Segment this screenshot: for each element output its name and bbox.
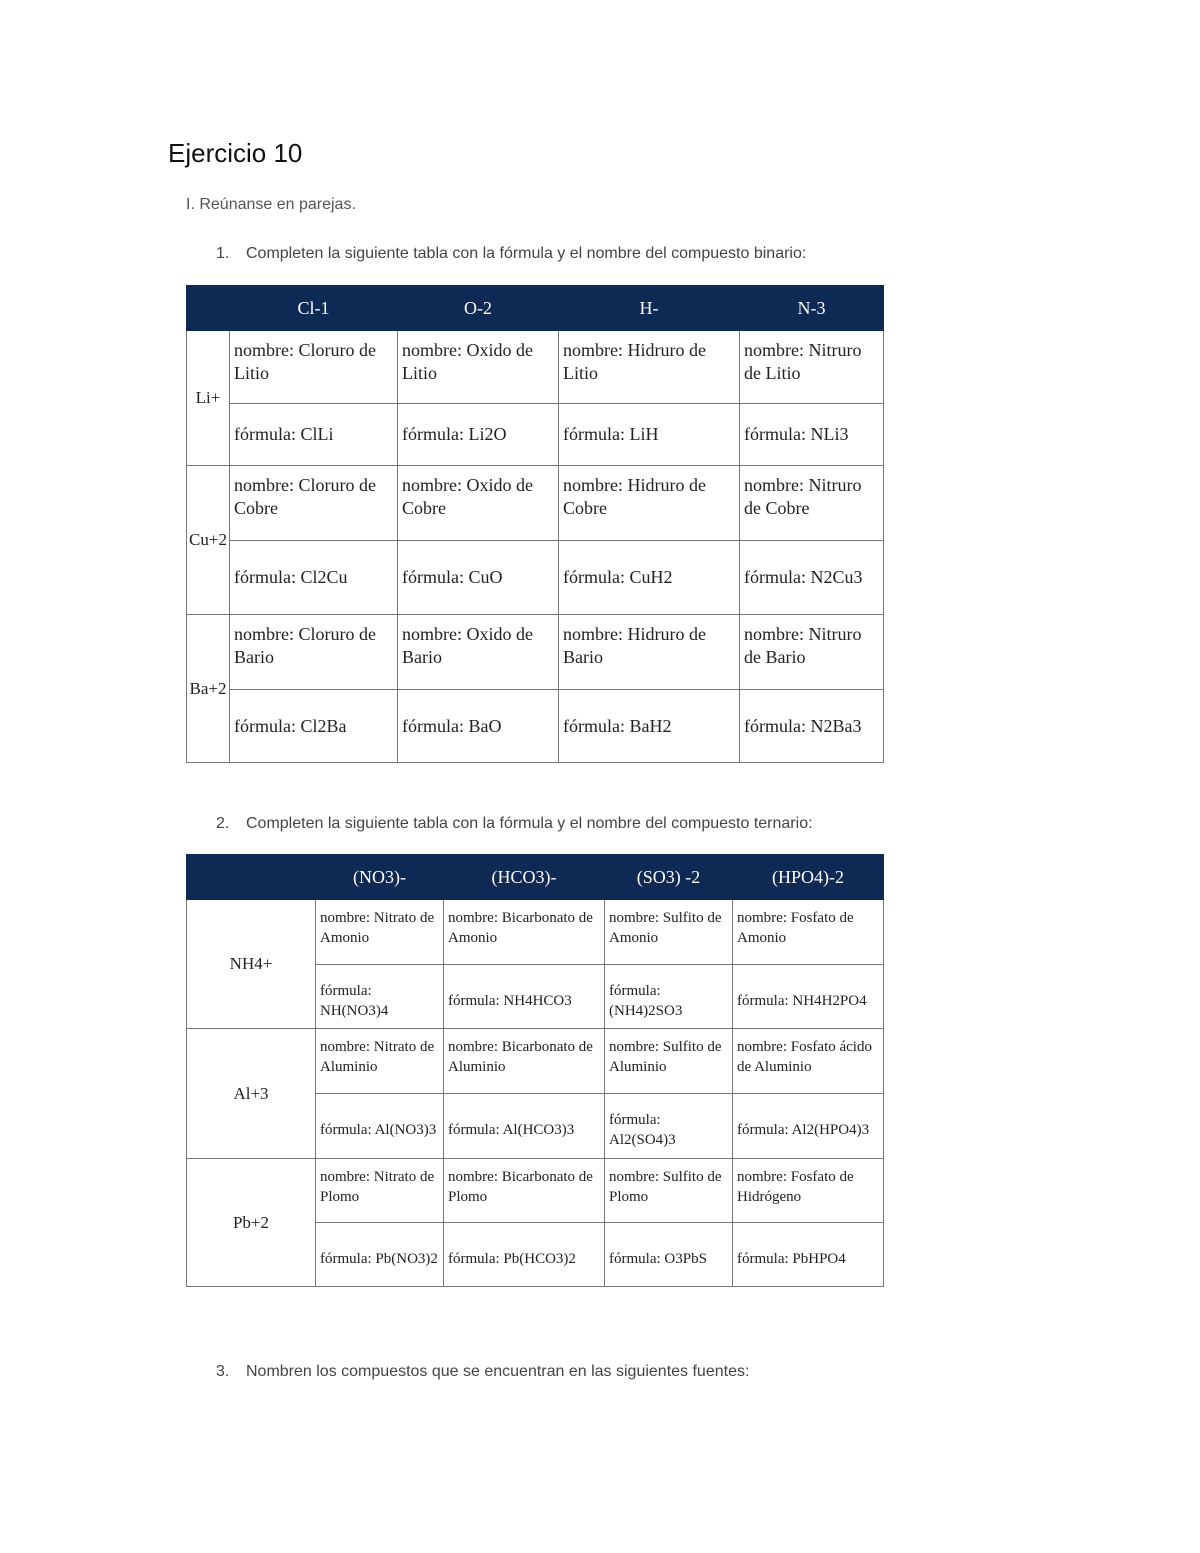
formula-cell	[740, 541, 884, 615]
name-cell	[444, 900, 605, 965]
name-cell	[398, 331, 559, 404]
table-row	[187, 1029, 884, 1094]
intro-instruction: I. Reúnanse en parejas.	[186, 196, 356, 213]
formula-text: fórmula: Cl2Ba	[234, 715, 347, 736]
name-cell	[398, 615, 559, 690]
name-cell	[444, 1159, 605, 1223]
question-1-number: 1.	[216, 245, 230, 262]
formula-text: fórmula: PbHPO4	[737, 1250, 846, 1267]
header-anion: Cl-1	[230, 286, 398, 331]
formula-cell	[316, 1223, 444, 1287]
name-cell	[733, 1029, 884, 1094]
name-text: nombre: Hidruro de Litio	[563, 340, 706, 383]
header-anion: O-2	[398, 286, 559, 331]
header-anion: (NO3)-	[316, 855, 444, 900]
name-cell	[230, 615, 398, 690]
header-corner	[187, 286, 230, 331]
question-1	[216, 245, 806, 263]
name-text: nombre: Bicarbonato de Plomo	[448, 1169, 593, 1205]
cation-label: NH4+	[187, 900, 316, 1029]
table-header-row	[187, 286, 884, 331]
formula-text: fórmula: Al(NO3)3	[320, 1122, 437, 1138]
formula-cell	[316, 965, 444, 1029]
formula-cell	[733, 1223, 884, 1287]
name-cell	[559, 466, 740, 541]
header-anion: N-3	[740, 286, 884, 331]
cation-label: Cu+2	[187, 466, 230, 615]
name-text: nombre: Bicarbonato de Aluminio	[448, 1039, 593, 1075]
name-text: nombre: Nitruro de Cobre	[744, 475, 862, 518]
name-text: nombre: Sulfito de Plomo	[609, 1169, 722, 1205]
formula-cell	[559, 541, 740, 615]
name-cell	[740, 615, 884, 690]
formula-text: fórmula: N2Ba3	[744, 715, 862, 736]
table-row	[187, 331, 884, 404]
binary-compounds-table	[186, 285, 884, 763]
formula-text: fórmula: NLi3	[744, 424, 849, 444]
formula-text: fórmula: Pb(HCO3)2	[448, 1250, 576, 1267]
formula-text: fórmula: Al2(SO4)3	[609, 1112, 676, 1148]
formula-text: fórmula: NH4HCO3	[448, 992, 572, 1009]
name-text: nombre: Fosfato ácido de Aluminio	[737, 1039, 872, 1075]
name-text: nombre: Sulfito de Aluminio	[609, 1039, 722, 1075]
name-cell	[605, 1029, 733, 1094]
formula-text: fórmula: NH4H2PO4	[737, 992, 867, 1009]
page-title: Ejercicio 10	[168, 138, 303, 168]
name-text: nombre: Nitrato de Aluminio	[320, 1039, 435, 1075]
name-text: nombre: Nitrato de Plomo	[320, 1169, 435, 1205]
name-text: nombre: Nitruro de Bario	[744, 624, 862, 667]
formula-cell	[230, 404, 398, 466]
cation-label: Al+3	[187, 1029, 316, 1159]
formula-cell	[605, 1094, 733, 1159]
question-3-number: 3.	[216, 1363, 230, 1380]
formula-cell	[444, 1094, 605, 1159]
name-text: nombre: Cloruro de Litio	[234, 340, 376, 383]
table-row	[187, 615, 884, 690]
name-text: nombre: Nitrato de Amonio	[320, 910, 435, 946]
header-anion: (SO3) -2	[605, 855, 733, 900]
formula-text: fórmula: O3PbS	[609, 1250, 707, 1267]
name-text: nombre: Hidruro de Cobre	[563, 475, 706, 518]
formula-cell	[733, 1094, 884, 1159]
formula-text: fórmula: Cl2Cu	[234, 567, 348, 587]
formula-text: fórmula: NH(NO3)4	[320, 982, 389, 1019]
formula-text: fórmula: BaH2	[563, 715, 672, 736]
formula-text: fórmula: Li2O	[402, 424, 507, 444]
name-cell	[559, 331, 740, 404]
formula-cell	[444, 965, 605, 1029]
name-cell	[444, 1029, 605, 1094]
name-cell	[605, 1159, 733, 1223]
formula-cell	[740, 404, 884, 466]
formula-cell	[605, 965, 733, 1029]
formula-cell	[733, 965, 884, 1029]
formula-cell	[398, 541, 559, 615]
formula-cell	[230, 541, 398, 615]
ternary-compounds-table	[186, 854, 884, 1287]
name-cell	[740, 331, 884, 404]
formula-text: fórmula: BaO	[402, 715, 502, 736]
formula-cell	[559, 404, 740, 466]
table-row	[187, 1159, 884, 1223]
header-anion: H-	[559, 286, 740, 331]
name-cell	[605, 900, 733, 965]
formula-text: fórmula: LiH	[563, 424, 659, 444]
formula-text: fórmula: Al2(HPO4)3	[737, 1122, 870, 1138]
formula-cell	[605, 1223, 733, 1287]
formula-cell	[559, 690, 740, 763]
name-cell	[230, 466, 398, 541]
table-row	[187, 541, 884, 615]
name-text: nombre: Fosfato de Amonio	[737, 910, 854, 946]
name-cell	[733, 1159, 884, 1223]
name-cell	[733, 900, 884, 965]
header-anion: (HCO3)-	[444, 855, 605, 900]
name-text: nombre: Oxido de Bario	[402, 624, 533, 667]
formula-text: fórmula: (NH4)2SO3	[609, 982, 683, 1019]
question-1-text: Completen la siguiente tabla con la fórmula y el nombre del compuesto binario:	[246, 245, 807, 262]
formula-cell	[740, 690, 884, 763]
header-corner	[187, 855, 316, 900]
question-2-text: Completen la siguiente tabla con la fórmula y el nombre del compuesto ternario:	[246, 815, 813, 832]
cation-label: Pb+2	[187, 1159, 316, 1287]
formula-text: fórmula: CuO	[402, 567, 503, 587]
name-text: nombre: Sulfito de Amonio	[609, 910, 722, 946]
question-2	[216, 815, 813, 833]
name-text: nombre: Cloruro de Cobre	[234, 475, 376, 518]
name-text: nombre: Oxido de Cobre	[402, 475, 533, 518]
formula-cell	[398, 404, 559, 466]
question-3	[216, 1363, 749, 1381]
formula-text: fórmula: Al(HCO3)3	[448, 1122, 575, 1138]
table-row	[187, 404, 884, 466]
cation-label: Li+	[187, 331, 230, 466]
name-cell	[559, 615, 740, 690]
formula-text: fórmula: Pb(NO3)2	[320, 1250, 438, 1267]
name-cell	[740, 466, 884, 541]
name-cell	[316, 900, 444, 965]
formula-text: fórmula: ClLi	[234, 424, 334, 444]
table-row	[187, 900, 884, 965]
name-cell	[230, 331, 398, 404]
table-row	[187, 466, 884, 541]
formula-text: fórmula: N2Cu3	[744, 567, 863, 587]
name-text: nombre: Hidruro de Bario	[563, 624, 706, 667]
cation-label: Ba+2	[187, 615, 230, 763]
formula-cell	[316, 1094, 444, 1159]
name-cell	[316, 1029, 444, 1094]
question-2-number: 2.	[216, 815, 230, 832]
table-header-row	[187, 855, 884, 900]
name-text: nombre: Oxido de Litio	[402, 340, 533, 383]
table-row	[187, 690, 884, 763]
formula-cell	[444, 1223, 605, 1287]
question-3-text: Nombren los compuestos que se encuentran en las siguientes fuentes:	[246, 1363, 750, 1380]
formula-cell	[230, 690, 398, 763]
name-cell	[398, 466, 559, 541]
name-text: nombre: Nitruro de Litio	[744, 340, 862, 383]
formula-cell	[398, 690, 559, 763]
formula-text: fórmula: CuH2	[563, 567, 673, 587]
name-text: nombre: Bicarbonato de Amonio	[448, 910, 593, 946]
header-anion: (HPO4)-2	[733, 855, 884, 900]
name-text: nombre: Cloruro de Bario	[234, 624, 376, 667]
name-cell	[316, 1159, 444, 1223]
name-text: nombre: Fosfato de Hidrógeno	[737, 1169, 854, 1205]
